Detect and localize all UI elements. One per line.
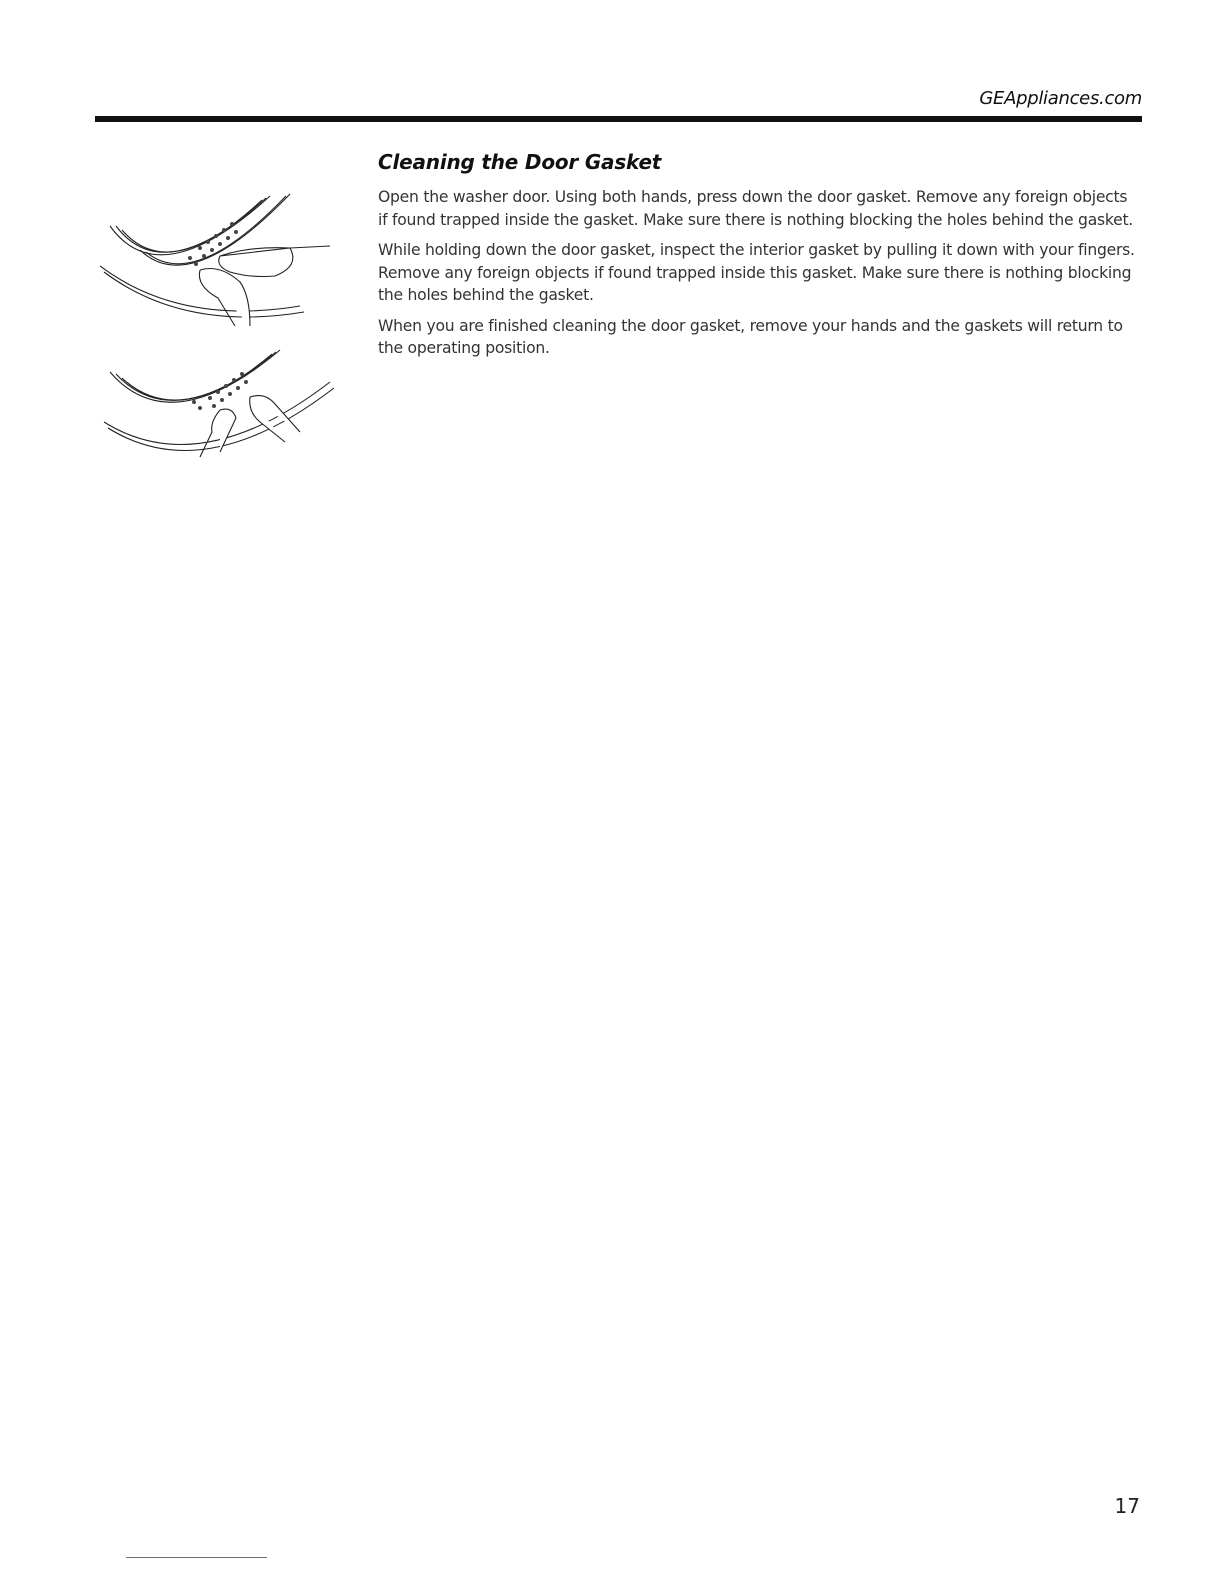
section-title: Cleaning the Door Gasket — [378, 150, 662, 174]
footer-link-underline — [126, 1557, 267, 1558]
paragraph-inspect-interior: While holding down the door gasket, inspect the interior gasket by pulling it down with your fingers. Remove any foreign objects if found trapped inside this gasket. Make sure there is nothing blocking the holes behind the gasket. — [378, 241, 1135, 304]
paragraph-finish: When you are finished cleaning the door gasket, remove your hands and the gaskets will return to the operating position. — [378, 316, 1123, 357]
site-url: GEAppliances.com — [979, 88, 1142, 109]
section-content — [378, 150, 1138, 368]
washer-gasket-press-illustration — [100, 186, 340, 336]
washer-gasket-pull-illustration — [100, 342, 340, 472]
page-number: 17 — [1114, 1494, 1140, 1518]
paragraph-press-gasket: Open the washer door. Using both hands, press down the door gasket. Remove any foreign objects if found trapped inside the gasket. Make sure there is nothing blocking the holes behind the gasket. — [378, 188, 1134, 229]
header-rule — [95, 116, 1142, 122]
